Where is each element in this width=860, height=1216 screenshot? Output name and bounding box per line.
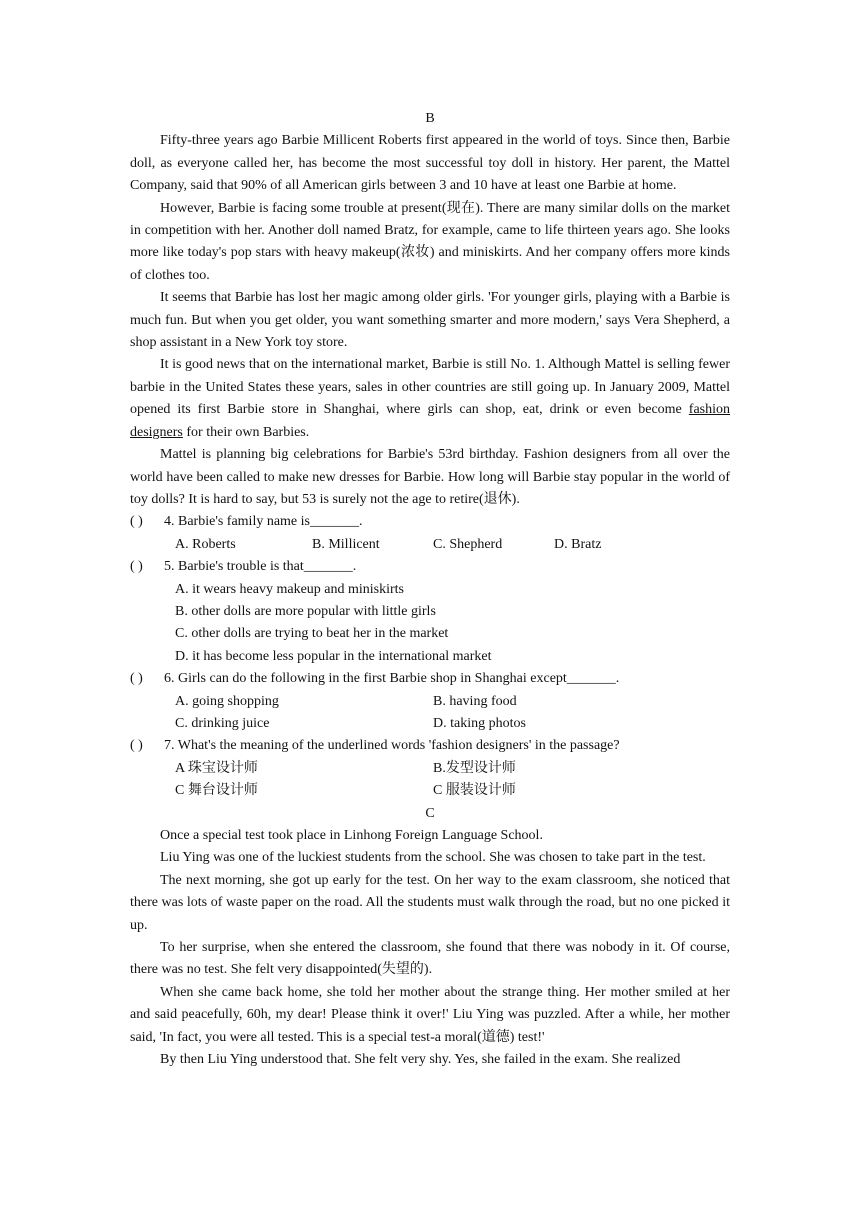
option-d[interactable]: D. Bratz — [554, 536, 602, 552]
option-d[interactable]: D. it has become less popular in the international market — [175, 648, 492, 664]
question-4-options — [130, 534, 730, 556]
question-stem: 6. Girls can do the following in the first Barbie shop in Shanghai except_______. — [164, 671, 620, 687]
answer-bracket[interactable]: ( ) — [130, 738, 143, 754]
option-b[interactable]: B.发型设计师 — [433, 760, 516, 776]
option-a[interactable]: A. going shopping — [175, 693, 279, 709]
question-stem: 4. Barbie's family name is_______. — [164, 514, 363, 530]
p4-text-before: It is good news that on the international market, Barbie is still No. 1. Although Mattel is selling fewer barbie in the United States these years, sales in other countries are still going up. In January 2009, Mattel opened its first Barbie store in Shanghai, where girls can shop, eat, drink or even become — [130, 357, 730, 418]
option-a[interactable]: A. Roberts — [175, 536, 236, 552]
option-c[interactable]: C. Shepherd — [433, 536, 503, 552]
section-c-paragraph-4: To her surprise, when she entered the classroom, she found that there was nobody in it. Of course, there was no test. She felt very disappointed(失望的). — [130, 940, 730, 978]
option-c[interactable]: C 舞台设计师 — [175, 783, 258, 799]
section-c-paragraph-1: Once a special test took place in Linhong Foreign Language School. — [160, 828, 543, 843]
question-5 — [130, 556, 730, 578]
section-b-paragraph-5: Mattel is planning big celebrations for Barbie's 53rd birthday. Fashion designers from all over the world have been called to make new dresses for Barbie. How long will Barbie stay popular in the world of toy dolls? It is hard to say, but 53 is surely not the age to retire(退休). — [130, 447, 730, 507]
answer-bracket[interactable]: ( ) — [130, 671, 143, 687]
section-c-paragraph-2: Liu Ying was one of the luckiest students from the school. She was chosen to take part in the test. — [160, 850, 706, 866]
section-b-label: B — [425, 111, 435, 126]
option-d[interactable]: C 服装设计师 — [433, 783, 516, 799]
option-c[interactable]: C. drinking juice — [175, 715, 270, 731]
question-7 — [130, 735, 730, 757]
question-stem: 5. Barbie's trouble is that_______. — [164, 559, 357, 575]
question-6-options-row-1 — [130, 691, 730, 713]
section-b-paragraph-3: It seems that Barbie has lost her magic among older girls. 'For younger girls, playing with a Barbie is much fun. But when you get older, you want something smarter and more modern,' says Vera Shepherd, a shop assistant in a New York toy store. — [130, 290, 730, 351]
option-b[interactable]: B. Millicent — [312, 536, 380, 552]
question-stem: 7. What's the meaning of the underlined words 'fashion designers' in the passage? — [164, 738, 620, 754]
answer-bracket[interactable]: ( ) — [130, 559, 143, 575]
section-c-label: C — [425, 805, 435, 821]
underlined-fashion-designers: fashion designers — [130, 402, 730, 440]
section-b-paragraph-4 — [130, 354, 730, 444]
section-b-paragraph-1: Fifty-three years ago Barbie Millicent Roberts first appeared in the world of toys. Since then, Barbie doll, as everyone called her, has become the most successful toy doll in history. Her parent, the Mattel Company, said that 90% of all American girls between 3 and 10 have at least one Barbie at home. — [130, 133, 730, 194]
option-c[interactable]: C. other dolls are trying to beat her in the market — [175, 626, 449, 642]
option-b[interactable]: B. having food — [433, 693, 517, 709]
option-a[interactable]: A. it wears heavy makeup and miniskirts — [175, 581, 405, 597]
p4-text-after: for their own Barbies. — [182, 424, 310, 440]
document-page — [130, 108, 730, 1071]
option-d[interactable]: D. taking photos — [433, 715, 526, 731]
question-7-options-row-1 — [130, 758, 730, 780]
answer-bracket[interactable]: ( ) — [130, 514, 143, 530]
question-6 — [130, 668, 730, 690]
question-4 — [130, 511, 730, 533]
option-a[interactable]: A 珠宝设计师 — [175, 760, 258, 776]
option-b[interactable]: B. other dolls are more popular with little girls — [175, 603, 436, 619]
question-6-options-row-2 — [130, 713, 730, 735]
section-c-paragraph-3: The next morning, she got up early for the test. On her way to the exam classroom, she noticed that there was lots of waste paper on the road. All the students must walk through the road, but no one picked it up. — [130, 872, 730, 933]
section-b-paragraph-2: However, Barbie is facing some trouble at present(现在). There are many similar dolls on the market in competition with her. Another doll named Bratz, for example, came to life thirteen years ago. She looks more like today's pop stars with heavy makeup(浓妆) and miniskirts. And her company offers more kinds of clothes too. — [130, 200, 730, 283]
section-c-paragraph-5: When she came back home, she told her mother about the strange thing. Her mother smiled at her and said peacefully, 60h, my dear! Please think it over!' Liu Ying was puzzled. After a while, her mother said, 'In fact, you were all tested. This is a special test-a moral(道德) test!' — [130, 984, 730, 1045]
question-7-options-row-2 — [130, 780, 730, 802]
section-c-paragraph-6: By then Liu Ying understood that. She felt very shy. Yes, she failed in the exam. She realized — [160, 1052, 681, 1068]
